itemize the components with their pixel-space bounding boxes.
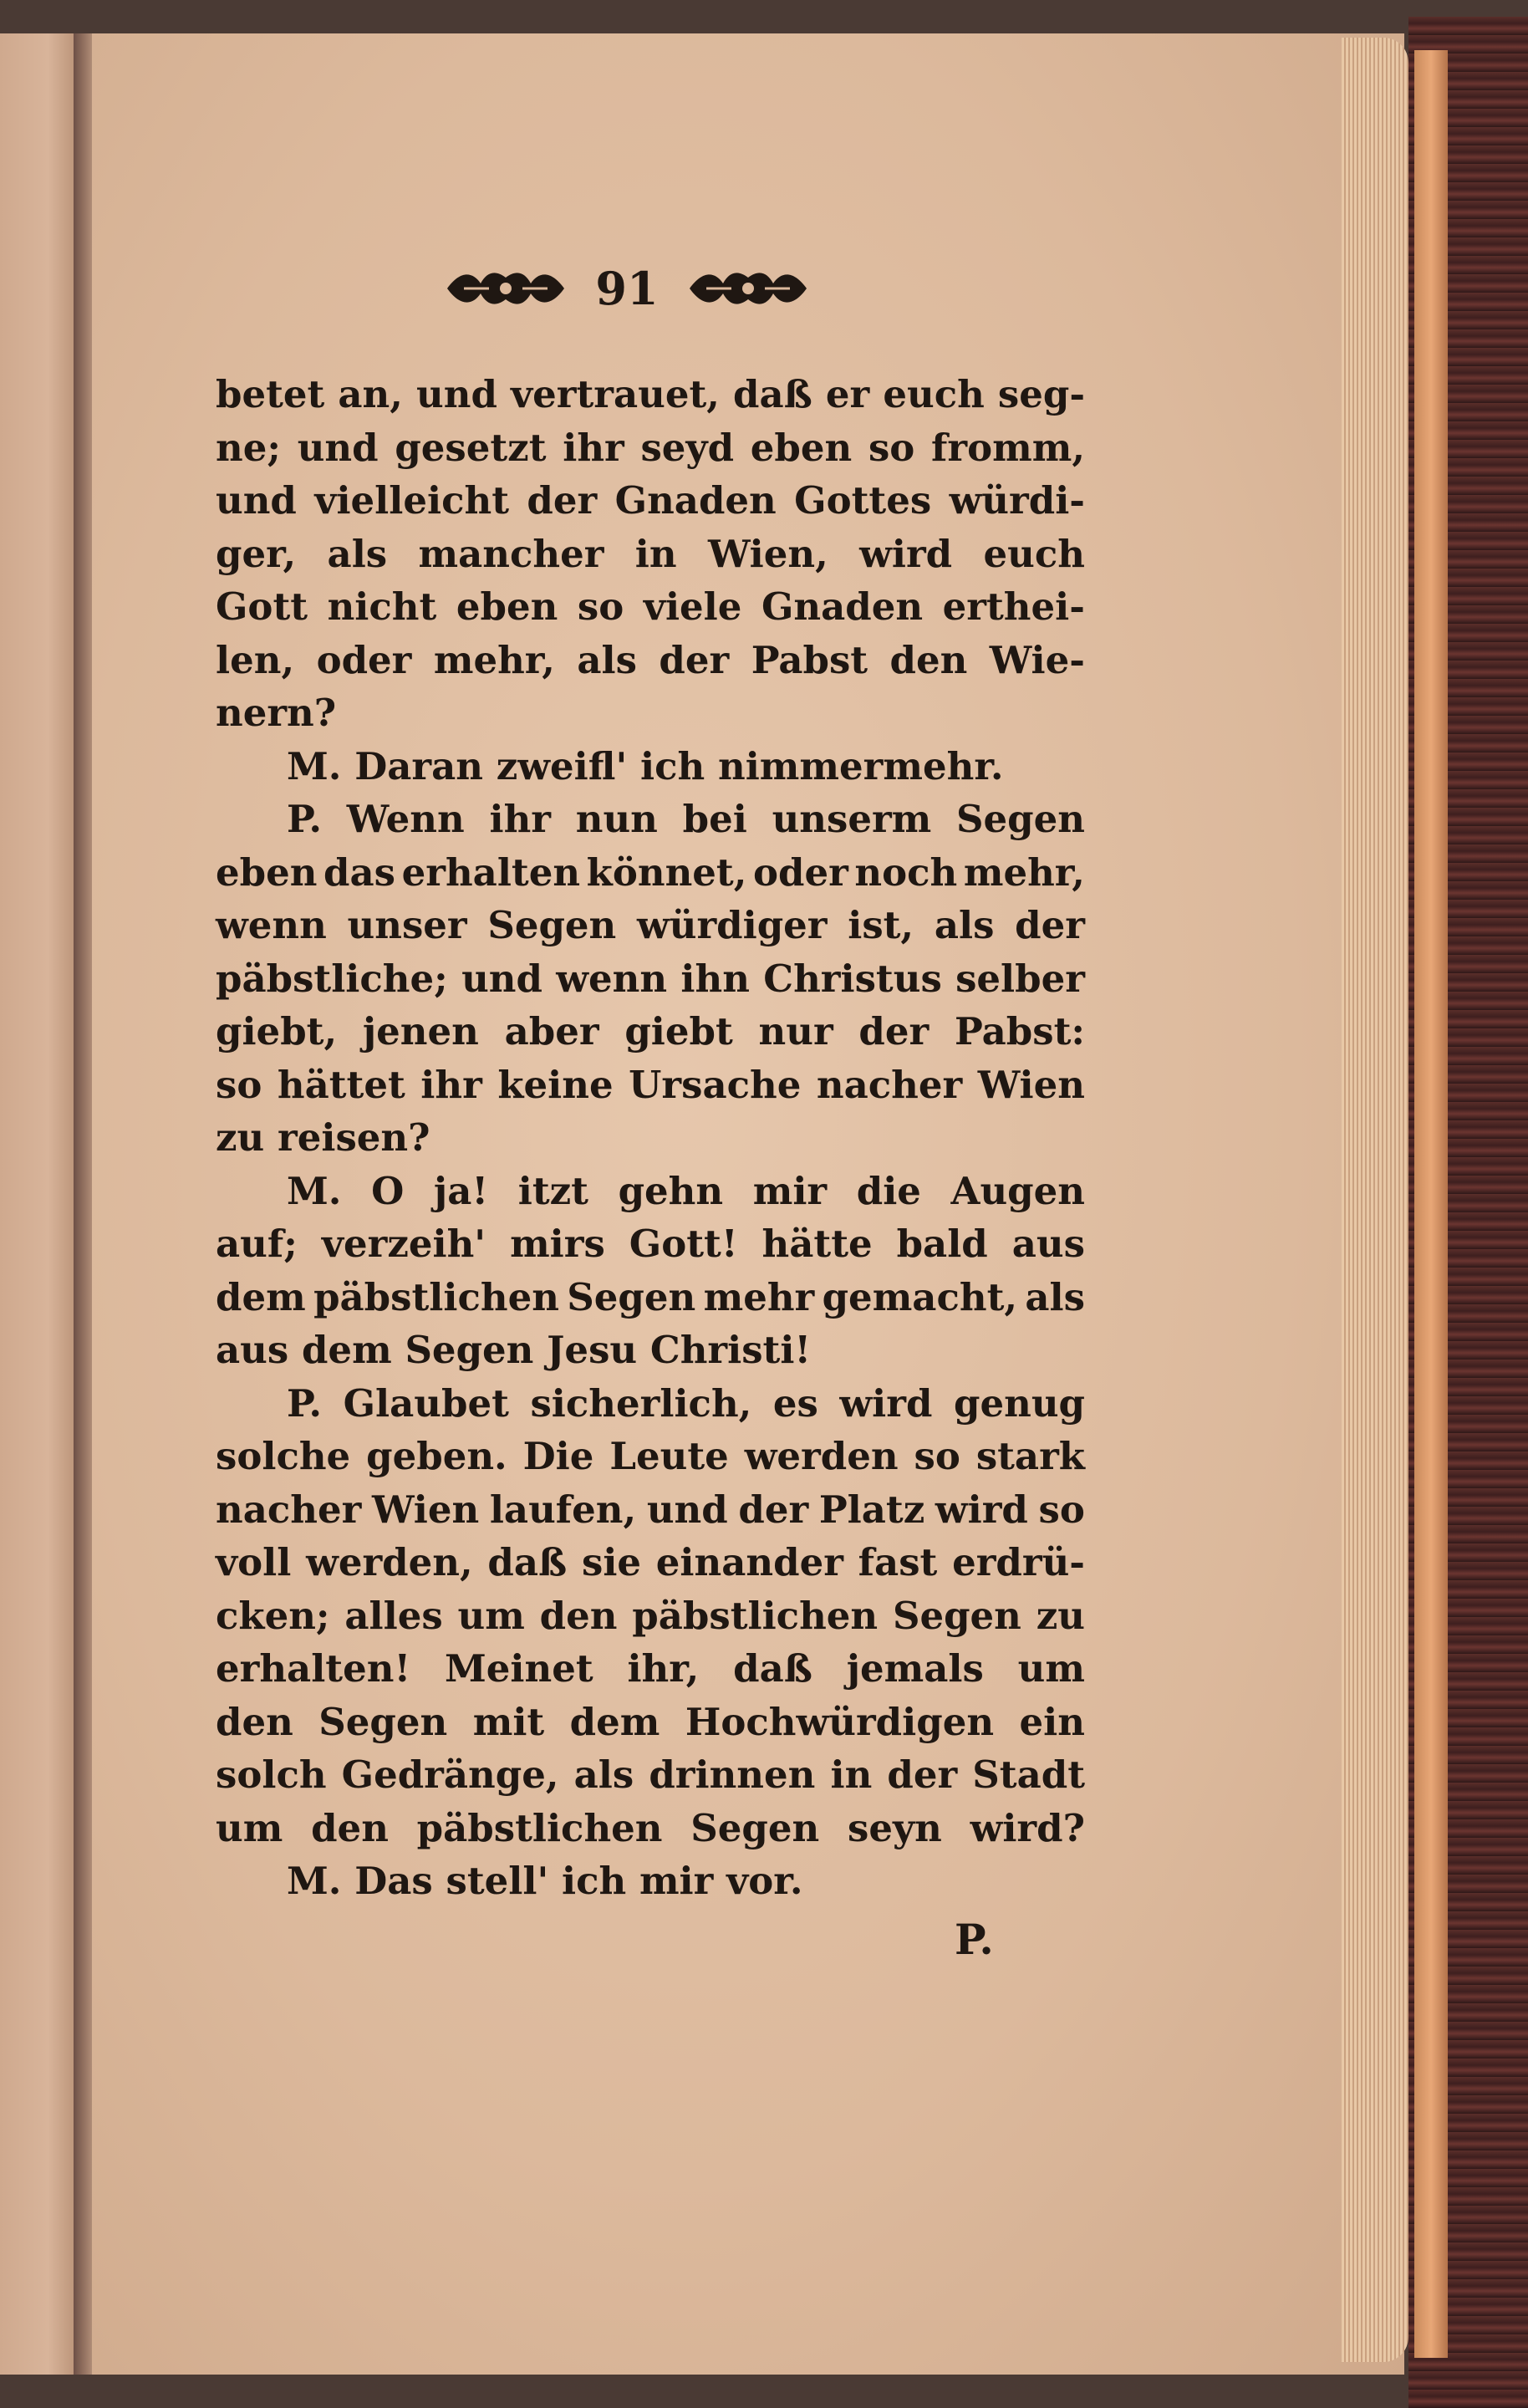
word: fromm, xyxy=(931,425,1085,470)
word: erhalten! xyxy=(216,1646,411,1691)
word: als xyxy=(327,531,388,576)
word: verzeih' xyxy=(321,1222,486,1266)
word: ein xyxy=(1019,1699,1085,1744)
word: das xyxy=(323,849,396,895)
word: ihr xyxy=(563,425,624,470)
word: eben xyxy=(750,425,853,470)
word: Pabst: xyxy=(954,1009,1085,1054)
word: eben xyxy=(456,584,558,629)
word: Segen xyxy=(956,797,1085,841)
word: solch xyxy=(216,1752,327,1797)
word: so xyxy=(577,584,624,629)
word: um xyxy=(457,1593,525,1638)
page-number: 91 xyxy=(595,262,659,315)
word: stell' xyxy=(446,1859,549,1903)
word: Stadt xyxy=(972,1752,1085,1797)
word: Jesu xyxy=(547,1328,638,1372)
word: oder xyxy=(752,849,848,895)
word: giebt xyxy=(624,1009,733,1054)
text-line xyxy=(216,1802,1085,1855)
word: Leute xyxy=(609,1434,729,1478)
word: itzt xyxy=(517,1168,588,1213)
word: und xyxy=(416,372,497,416)
word: unser xyxy=(347,903,467,947)
word: gehn xyxy=(618,1168,724,1213)
word: nacher xyxy=(816,1062,963,1107)
word: mir xyxy=(752,1168,828,1213)
word: mehr xyxy=(703,1274,815,1319)
word: Segen xyxy=(487,903,617,947)
catchword: P. xyxy=(955,1915,994,1964)
word: ja! xyxy=(433,1168,489,1213)
word: und xyxy=(216,478,297,523)
word: er xyxy=(825,372,870,416)
word: dem xyxy=(569,1699,660,1744)
word: der xyxy=(527,478,598,523)
word: Ursache xyxy=(629,1062,802,1107)
word: dem xyxy=(216,1274,306,1319)
word: als xyxy=(934,903,995,947)
word: jenen xyxy=(362,1009,479,1054)
word: Wenn xyxy=(346,797,465,841)
word: Daran xyxy=(354,743,483,788)
word: nun xyxy=(575,797,658,841)
word: Segen xyxy=(318,1699,448,1744)
text-line xyxy=(216,793,1085,846)
word: erdrü- xyxy=(952,1540,1085,1584)
word: wenn xyxy=(216,903,327,947)
word: wird xyxy=(935,1487,1028,1532)
word: den xyxy=(539,1593,618,1638)
word: der xyxy=(887,1752,958,1797)
word: werden, xyxy=(306,1540,473,1584)
text-line xyxy=(216,899,1085,952)
word: seyn xyxy=(847,1805,942,1850)
word: Wie- xyxy=(989,637,1085,682)
word: päbstlichen xyxy=(632,1593,879,1638)
word: der xyxy=(1015,903,1085,947)
word: wird xyxy=(859,531,953,576)
word: bei xyxy=(682,797,747,841)
word: solche xyxy=(216,1434,351,1478)
word: aus xyxy=(216,1328,289,1372)
word: stark xyxy=(975,1434,1085,1478)
text-line xyxy=(216,1377,1085,1431)
text-line xyxy=(216,1005,1085,1059)
word: jemals xyxy=(846,1646,984,1691)
word: auf; xyxy=(216,1222,298,1266)
word: Segen xyxy=(892,1593,1021,1638)
word: nern? xyxy=(216,691,337,735)
text-line xyxy=(216,1642,1085,1696)
text-line xyxy=(216,846,1085,900)
word: wenn xyxy=(556,956,668,1001)
word: vor. xyxy=(726,1859,803,1903)
word: M. xyxy=(287,1859,342,1903)
word: so xyxy=(216,1062,262,1107)
word: unserm xyxy=(772,797,932,841)
word: mirs xyxy=(510,1222,605,1266)
word: der xyxy=(659,637,730,682)
word: Gedränge, xyxy=(341,1752,559,1797)
word: geben. xyxy=(366,1434,507,1478)
word: bald xyxy=(896,1222,988,1266)
word: erhalten xyxy=(401,849,581,895)
word: Meinet xyxy=(444,1646,593,1691)
word: nur xyxy=(758,1009,833,1054)
word: zweifl' xyxy=(496,743,628,788)
word: P. xyxy=(287,1380,323,1426)
word: so xyxy=(868,425,915,470)
word: Pabst xyxy=(751,637,868,682)
text-line xyxy=(216,1165,1085,1218)
page-stack-edges xyxy=(1342,38,1408,2362)
word: M. xyxy=(287,1168,342,1213)
word: keine xyxy=(497,1062,614,1107)
word: ich xyxy=(640,743,705,788)
word: wird xyxy=(839,1380,933,1426)
word: daß xyxy=(733,372,812,416)
word: ihr, xyxy=(627,1646,700,1691)
text-line xyxy=(216,1589,1085,1643)
word: ger, xyxy=(216,531,297,576)
word: Christi! xyxy=(649,1328,812,1372)
word: seg- xyxy=(997,372,1085,416)
word: viele xyxy=(643,584,742,629)
word: gesetzt xyxy=(395,425,547,470)
text-line xyxy=(216,1696,1085,1749)
word: hätte xyxy=(761,1222,873,1266)
left-ornament-icon xyxy=(443,263,568,314)
word: nicht xyxy=(327,584,437,629)
word: würdiger xyxy=(636,903,828,947)
word: alles xyxy=(344,1593,443,1638)
page-header xyxy=(443,255,811,322)
word: O xyxy=(371,1168,405,1213)
word: len, xyxy=(216,637,295,682)
word: der xyxy=(858,1009,930,1054)
word: vertrauet, xyxy=(511,372,720,416)
text-line xyxy=(216,1430,1085,1483)
word: der xyxy=(738,1487,809,1532)
word: wird? xyxy=(970,1805,1085,1850)
word: oder xyxy=(316,637,412,682)
word: den xyxy=(889,637,968,682)
word: ihr xyxy=(420,1062,482,1107)
word: vielleicht xyxy=(314,478,510,523)
text-line xyxy=(216,1324,1085,1377)
word: erthei- xyxy=(942,584,1085,629)
word: euch xyxy=(883,372,985,416)
word: so xyxy=(1038,1487,1085,1532)
text-line xyxy=(216,740,1085,793)
word: cken; xyxy=(216,1593,330,1638)
word: päbstliche; xyxy=(216,956,448,1001)
word: Hochwürdigen xyxy=(685,1699,995,1744)
word: ihn xyxy=(680,956,750,1001)
word: seyd xyxy=(640,425,735,470)
word: nimmermehr. xyxy=(717,743,1004,788)
word: daß xyxy=(733,1646,812,1691)
word: reisen? xyxy=(278,1115,430,1160)
word: an, xyxy=(338,372,403,416)
text-line xyxy=(216,1483,1085,1537)
word: Wien xyxy=(977,1062,1085,1107)
word: drinnen xyxy=(649,1752,816,1797)
word: mir xyxy=(639,1859,714,1903)
word: ich xyxy=(561,1859,627,1903)
word: aber xyxy=(504,1009,599,1054)
word: selber xyxy=(955,956,1085,1001)
word: fast xyxy=(858,1540,938,1584)
word: mehr, xyxy=(963,849,1085,895)
word: Gott xyxy=(216,584,308,629)
text-line xyxy=(216,1111,1085,1165)
word: Die xyxy=(522,1434,594,1478)
text-line xyxy=(216,1271,1085,1324)
word: ist, xyxy=(848,903,914,947)
text-line xyxy=(216,952,1085,1006)
word: werden xyxy=(744,1434,899,1478)
word: Das xyxy=(354,1859,433,1903)
word: ne; xyxy=(216,425,281,470)
right-ornament-icon xyxy=(685,263,811,314)
text-line xyxy=(216,421,1085,475)
text-line xyxy=(216,1748,1085,1802)
word: Wien xyxy=(371,1487,480,1532)
word: zu xyxy=(216,1115,265,1160)
word: genug xyxy=(954,1380,1085,1426)
word: so xyxy=(914,1434,960,1478)
word: sicherlich, xyxy=(530,1380,752,1426)
word: aus xyxy=(1011,1222,1085,1266)
word: Platz xyxy=(818,1487,925,1532)
word: als xyxy=(573,1752,634,1797)
word: um xyxy=(1017,1646,1085,1691)
word: um xyxy=(216,1805,283,1850)
word: Gottes xyxy=(794,478,932,523)
word: eben xyxy=(216,849,318,895)
word: Gnaden xyxy=(614,478,777,523)
word: Segen xyxy=(405,1328,534,1372)
text-line xyxy=(216,1536,1085,1589)
text-line xyxy=(216,634,1085,687)
word: noch xyxy=(854,849,958,895)
word: euch xyxy=(983,531,1085,576)
word: und xyxy=(297,425,379,470)
word: Gott! xyxy=(629,1222,738,1266)
word: den xyxy=(311,1805,389,1850)
text-line xyxy=(216,1059,1085,1112)
word: mit xyxy=(472,1699,545,1744)
word: könnet, xyxy=(586,849,747,895)
word: als xyxy=(577,637,637,682)
word: sie xyxy=(581,1540,642,1584)
word: und xyxy=(646,1487,728,1532)
word: päbstlichen xyxy=(313,1274,559,1319)
word: daß xyxy=(487,1540,568,1584)
word: einander xyxy=(655,1540,843,1584)
word: Wien, xyxy=(707,531,828,576)
text-line xyxy=(216,1217,1085,1271)
word: päbstlichen xyxy=(416,1805,663,1850)
word: ihr xyxy=(489,797,551,841)
word: gemacht, xyxy=(822,1274,1018,1319)
word: den xyxy=(216,1699,293,1744)
word: mancher xyxy=(418,531,604,576)
word: Christus xyxy=(763,956,942,1001)
word: Gnaden xyxy=(761,584,924,629)
word: als xyxy=(1025,1274,1085,1319)
word: in xyxy=(634,531,677,576)
word: mehr, xyxy=(433,637,555,682)
text-line xyxy=(216,686,1085,740)
page-text xyxy=(216,368,1085,1908)
word: P. xyxy=(287,797,323,841)
word: voll xyxy=(216,1540,292,1584)
word: dem xyxy=(301,1328,392,1372)
word: Segen xyxy=(567,1274,696,1319)
word: betet xyxy=(216,372,325,416)
word: die xyxy=(856,1168,921,1213)
word: laufen, xyxy=(489,1487,637,1532)
word: nacher xyxy=(216,1487,362,1532)
word: zu xyxy=(1036,1593,1085,1638)
word: in xyxy=(830,1752,873,1797)
word: und xyxy=(461,956,542,1001)
text-line xyxy=(216,474,1085,528)
text-line xyxy=(216,368,1085,421)
text-line xyxy=(216,580,1085,634)
word: hättet xyxy=(277,1062,405,1107)
word: Segen xyxy=(690,1805,820,1850)
word: es xyxy=(772,1380,818,1426)
word: Glaubet xyxy=(343,1380,509,1426)
previous-page-edge xyxy=(0,33,82,2375)
word: giebt, xyxy=(216,1009,338,1054)
cover-inner-edge xyxy=(1414,50,1448,2358)
text-line xyxy=(216,528,1085,581)
word: M. xyxy=(287,743,342,788)
word: Augen xyxy=(950,1168,1085,1213)
word: würdi- xyxy=(949,478,1085,523)
text-line xyxy=(216,1854,1085,1908)
